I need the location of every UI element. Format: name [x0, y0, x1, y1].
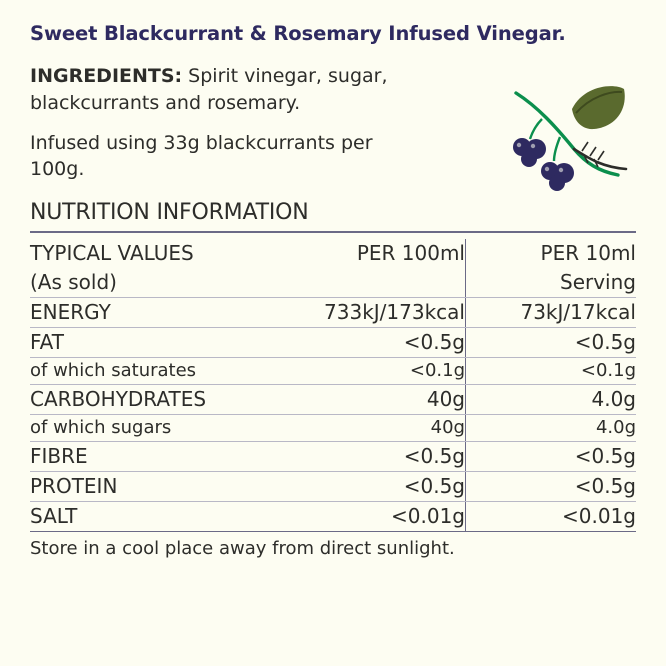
row-name: FAT — [30, 327, 295, 357]
row-per-10ml: <0.5g — [466, 441, 637, 471]
ingredients-label: INGREDIENTS: — [30, 65, 183, 88]
row-per-100ml: <0.5g — [295, 471, 466, 501]
row-per-10ml: 4.0g — [466, 414, 637, 441]
divider-bottom — [30, 531, 636, 533]
header-per-10ml: PER 10ml — [466, 239, 637, 268]
table-row — [30, 441, 636, 471]
row-per-100ml: 40g — [295, 414, 466, 441]
table-row — [30, 297, 636, 327]
row-per-100ml: <0.5g — [295, 327, 466, 357]
row-per-10ml: 73kJ/17kcal — [466, 297, 637, 327]
divider-top — [30, 231, 636, 233]
table-row — [30, 327, 636, 357]
row-per-10ml: <0.01g — [466, 501, 637, 531]
row-per-10ml: <0.5g — [466, 471, 637, 501]
header-per-100ml: PER 100ml — [356, 240, 465, 265]
row-name: ENERGY — [30, 297, 295, 327]
header-typical-values: TYPICAL VALUES — [30, 240, 194, 265]
row-per-10ml: <0.1g — [466, 357, 637, 384]
row-name: of which sugars — [30, 414, 295, 441]
header-as-sold: (As sold) — [30, 268, 295, 298]
table-row — [30, 357, 636, 384]
table-row — [30, 501, 636, 531]
nutrition-heading: NUTRITION INFORMATION — [30, 200, 309, 226]
row-name: PROTEIN — [30, 471, 295, 501]
header-serving: Serving — [466, 268, 637, 298]
infusion-note: Infused using 33g blackcurrants per 100g. — [30, 131, 373, 181]
row-per-100ml: <0.5g — [295, 441, 466, 471]
row-name: SALT — [30, 503, 78, 528]
storage-instructions: Store in a cool place away from direct sunlight. — [30, 538, 455, 560]
table-row — [30, 384, 636, 414]
row-per-100ml: 733kJ/173kcal — [295, 297, 466, 327]
row-per-10ml: 4.0g — [466, 384, 637, 414]
row-name: CARBOHYDRATES — [30, 384, 295, 414]
table-row — [30, 414, 636, 441]
row-per-100ml: <0.01g — [391, 503, 465, 528]
row-name: FIBRE — [30, 441, 295, 471]
table-header-row — [30, 239, 636, 268]
table-row — [30, 471, 636, 501]
row-per-100ml: <0.1g — [295, 357, 466, 384]
ingredients-text: Spirit vinegar, sugar, blackcurrants and rosemary. — [30, 65, 388, 114]
table-header-row-2 — [30, 268, 636, 298]
blackcurrant-sprig-icon — [498, 75, 638, 205]
nutrition-table — [30, 239, 636, 531]
row-name: of which saturates — [30, 357, 295, 384]
ingredients-paragraph — [30, 63, 450, 115]
header-blank — [295, 268, 466, 298]
row-per-100ml: 40g — [295, 384, 466, 414]
row-per-10ml: <0.5g — [466, 327, 637, 357]
page-title: Sweet Blackcurrant & Rosemary Infused Vinegar. — [30, 22, 566, 45]
